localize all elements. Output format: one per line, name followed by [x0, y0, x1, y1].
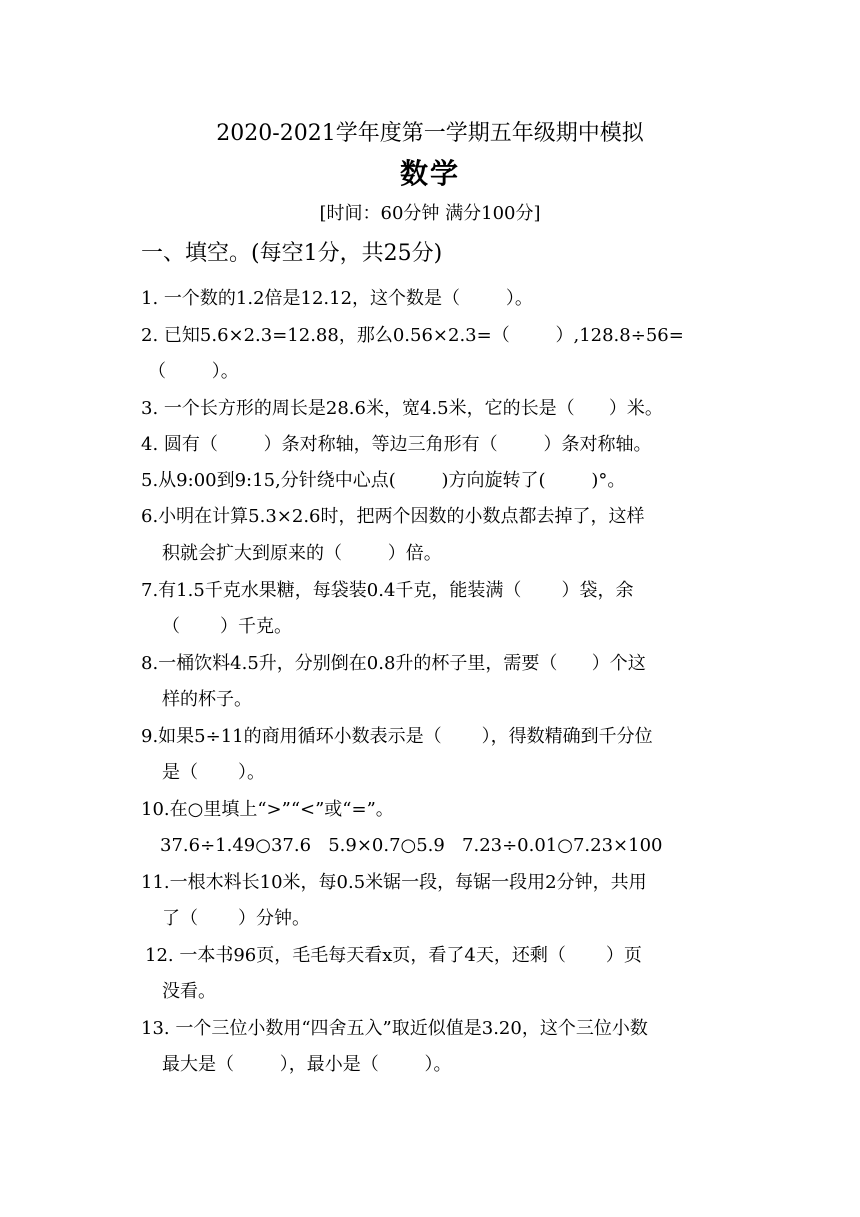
question-10-items: 37.6÷1.49○37.6 5.9×0.7○5.9 7.23÷0.01○7.23×100 — [160, 835, 663, 856]
question-11: 11.一根木料长10米，每0.5米锯一段，每锯一段用2分钟，共用 — [141, 872, 647, 893]
question-7: 7.有1.5千克水果糖，每袋装0.4千克，能装满（ ）袋，余 — [141, 580, 634, 601]
question-2-cont: （ ）。 — [148, 361, 239, 382]
exam-title: 2020-2021学年度第一学期五年级期中模拟 — [216, 121, 644, 146]
question-6-cont: 积就会扩大到原来的（ ）倍。 — [162, 543, 442, 564]
question-9: 9.如果5÷11的商用循环小数表示是（ ），得数精确到千分位 — [141, 726, 653, 747]
question-5: 5.从9:00到9:15,分针绕中心点( )方向旋转了( )°。 — [141, 470, 626, 491]
question-13: 13. 一个三位小数用“四舍五入”取近似值是3.20，这个三位小数 — [141, 1018, 648, 1039]
question-1: 1. 一个数的1.2倍是12.12，这个数是（ ）。 — [141, 288, 533, 309]
question-11-cont: 了（ ）分钟。 — [162, 908, 311, 929]
question-13-cont: 最大是（ ），最小是（ ）。 — [162, 1054, 452, 1075]
question-2: 2. 已知5.6×2.3=12.88，那么0.56×2.3=（ ）,128.8÷56= — [141, 325, 684, 346]
question-6: 6.小明在计算5.3×2.6时，把两个因数的小数点都去掉了，这样 — [141, 506, 645, 527]
question-9-cont: 是（ ）。 — [162, 762, 266, 783]
question-8: 8.一桶饮料4.5升，分别倒在0.8升的杯子里，需要（ ）个这 — [141, 653, 646, 674]
question-12: 12. 一本书96页，毛毛每天看x页，看了4天，还剩（ ）页 — [145, 945, 642, 966]
question-7-cont: （ ）千克。 — [162, 616, 293, 637]
question-10: 10.在○里填上“>”“<”或“=”。 — [141, 799, 394, 820]
question-12-cont: 没看。 — [162, 981, 216, 1002]
section-heading: 一、填空。(每空1分，共25分) — [141, 241, 443, 266]
question-8-cont: 样的杯子。 — [162, 689, 252, 710]
subject-title: 数学 — [399, 157, 460, 190]
exam-meta: [时间：60分钟 满分100分] — [319, 203, 541, 224]
question-3: 3. 一个长方形的周长是28.6米，宽4.5米，它的长是（ ）米。 — [141, 398, 663, 419]
question-4: 4. 圆有（ ）条对称轴，等边三角形有（ ）条对称轴。 — [141, 434, 652, 455]
